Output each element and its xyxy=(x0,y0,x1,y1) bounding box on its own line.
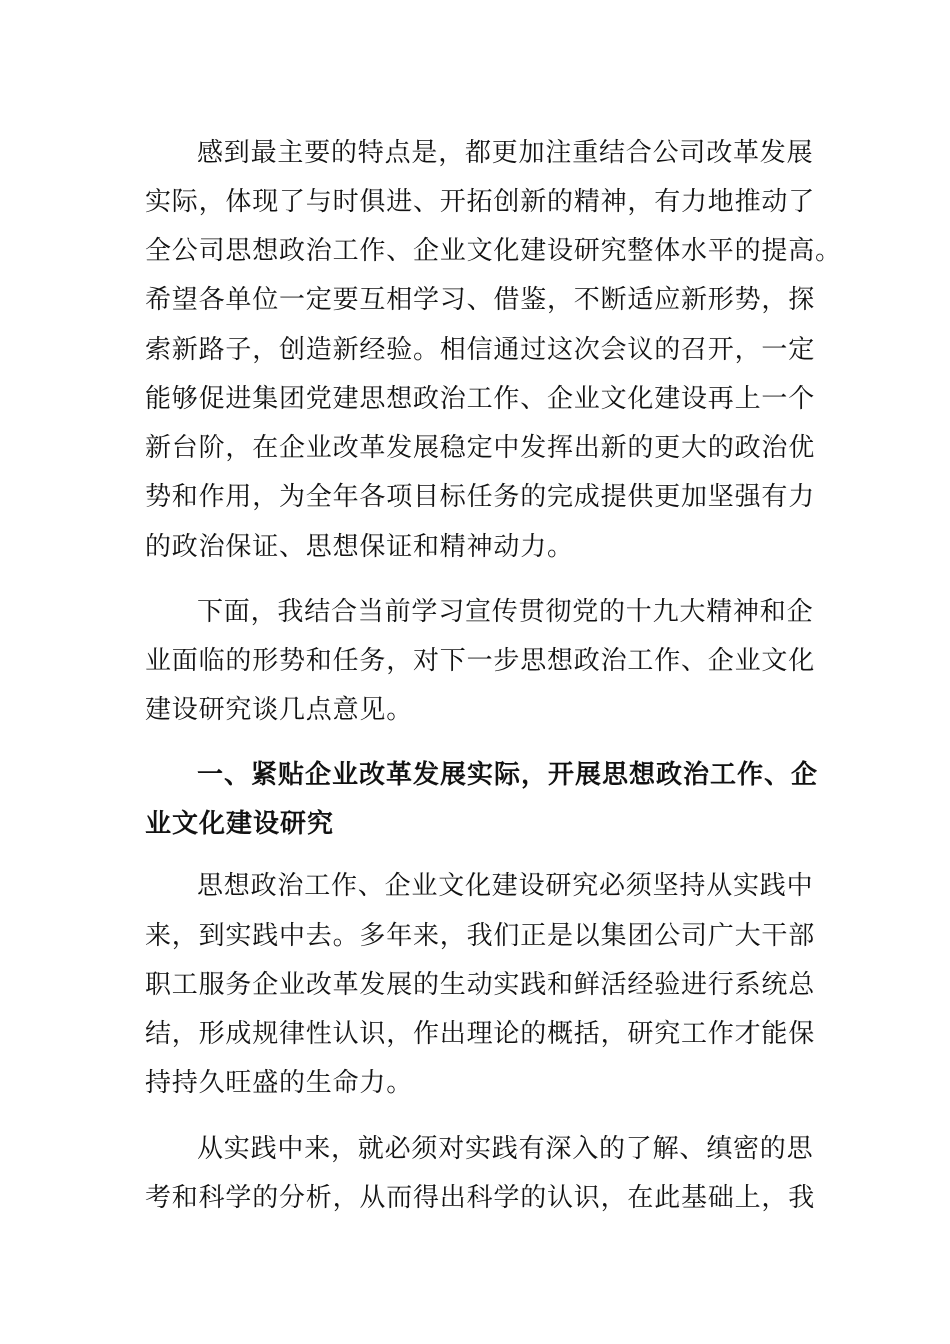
paragraph-line: 思想政治工作、企业文化建设研究必须坚持从实践中 xyxy=(197,871,814,901)
paragraph-line: 持持久旺盛的生命力。 xyxy=(145,1068,414,1098)
paragraph-line: 从实践中来，就必须对实践有深入的了解、缜密的思 xyxy=(197,1134,814,1164)
paragraph-line: 来，到实践中去。多年来，我们正是以集团公司广大干部 xyxy=(145,921,816,951)
paragraph-line: 业面临的形势和任务，对下一步思想政治工作、企业文化 xyxy=(145,646,816,676)
paragraph-line: 实际，体现了与时俱进、开拓创新的精神，有力地推动了 xyxy=(145,187,816,217)
paragraph-line: 建设研究谈几点意见。 xyxy=(145,695,414,725)
paragraph-line: 下面，我结合当前学习宣传贯彻党的十九大精神和企 xyxy=(197,597,814,627)
paragraph-line: 的政治保证、思想保证和精神动力。 xyxy=(145,532,574,562)
section-heading-line: 一、紧贴企业改革发展实际，开展思想政治工作、企 xyxy=(197,760,819,790)
paragraph-line: 结，形成规律性认识，作出理论的概括，研究工作才能保 xyxy=(145,1019,816,1049)
paragraph-line: 势和作用，为全年各项目标任务的完成提供更加坚强有力 xyxy=(145,482,816,512)
section-heading-line: 业文化建设研究 xyxy=(145,809,335,839)
paragraph-line: 希望各单位一定要互相学习、借鉴，不断适应新形势，探 xyxy=(145,285,816,315)
paragraph-line: 感到最主要的特点是，都更加注重结合公司改革发展 xyxy=(197,138,814,168)
paragraph-line: 全公司思想政治工作、企业文化建设研究整体水平的提高。 xyxy=(145,236,842,266)
paragraph-line: 考和科学的分析，从而得出科学的认识，在此基础上，我 xyxy=(145,1183,816,1213)
paragraph-line: 索新路子，创造新经验。相信通过这次会议的召开，一定 xyxy=(145,335,816,365)
paragraph-line: 职工服务企业改革发展的生动实践和鲜活经验进行系统总 xyxy=(145,970,816,1000)
paragraph-line: 能够促进集团党建思想政治工作、企业文化建设再上一个 xyxy=(145,384,816,414)
paragraph-line: 新台阶，在企业改革发展稳定中发挥出新的更大的政治优 xyxy=(145,433,816,463)
